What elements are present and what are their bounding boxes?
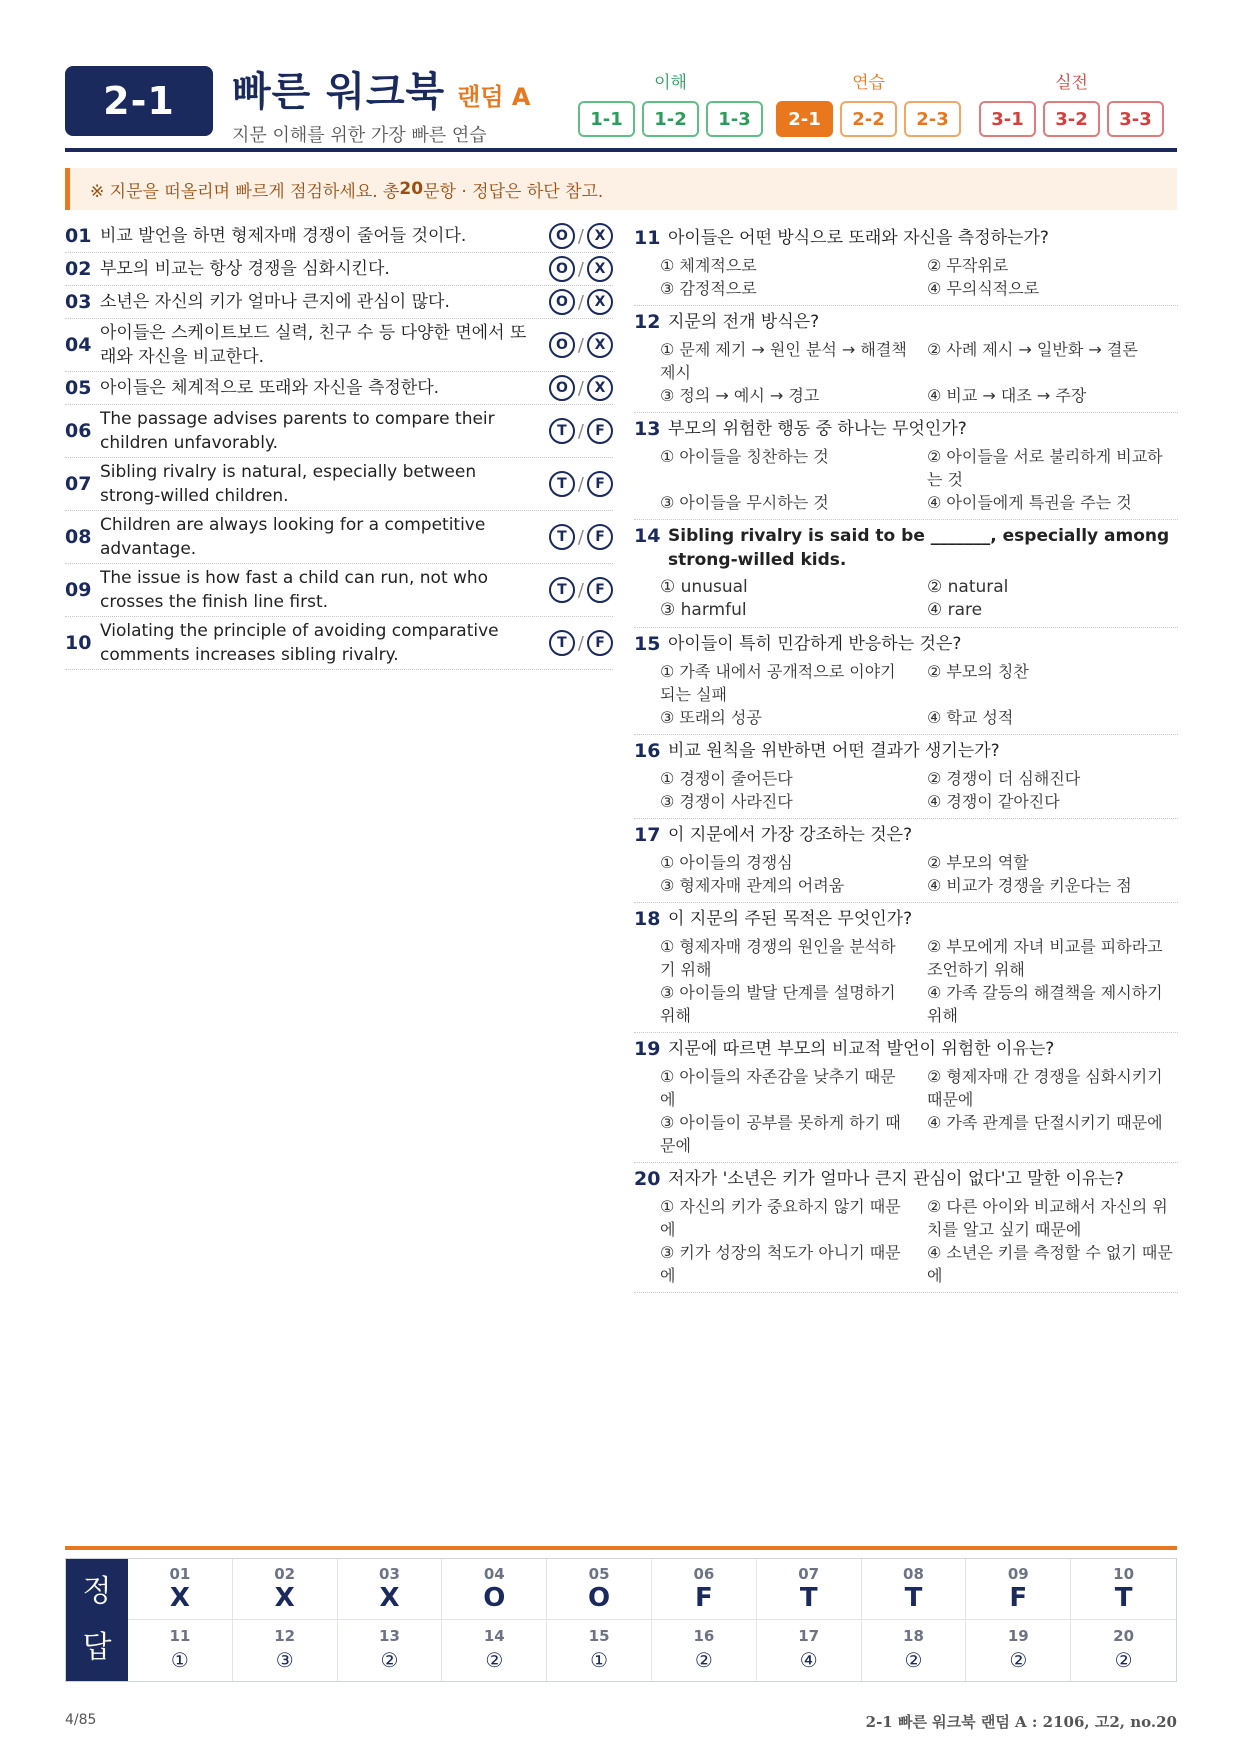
- question-head: [634, 310, 1178, 334]
- question-number: 13: [634, 418, 661, 440]
- notice-count: 20: [399, 179, 424, 199]
- question-text: 지문에 따르면 부모의 비교적 발언이 위험한 이유는?: [668, 1039, 1055, 1059]
- answer-option[interactable]: ② 부모의 역할: [927, 853, 1029, 872]
- answer-cell: [128, 1559, 233, 1620]
- answer-number: 03: [379, 1565, 400, 1583]
- ox-item: [65, 458, 613, 511]
- answer-value: O: [588, 1583, 611, 1613]
- ox-item: [65, 286, 613, 319]
- answer-option[interactable]: ② natural: [927, 577, 1009, 597]
- answer-value: O: [483, 1583, 506, 1613]
- mark-option-a[interactable]: T: [549, 471, 575, 497]
- mc-question: [634, 306, 1178, 413]
- answer-number: 10: [1113, 1565, 1135, 1583]
- answer-number: 19: [1007, 1626, 1029, 1645]
- mark-option-a[interactable]: T: [549, 630, 575, 656]
- answer-cell: [757, 1620, 862, 1681]
- mc-question: [634, 520, 1178, 628]
- answer-number: 07: [798, 1565, 820, 1583]
- answer-cell: [966, 1559, 1071, 1620]
- question-number: 11: [634, 227, 661, 249]
- answer-value: ③: [275, 1647, 294, 1672]
- question-text: 아이들은 체계적으로 또래와 자신을 측정한다.: [100, 378, 440, 398]
- answer-cell: [862, 1559, 967, 1620]
- question-head: [634, 1037, 1178, 1061]
- nav-group-label: 연습: [852, 73, 885, 93]
- question-text: 이 지문에서 가장 강조하는 것은?: [668, 825, 913, 845]
- answer-number: 11: [169, 1626, 191, 1645]
- mc-question: [634, 1033, 1178, 1163]
- answer-cell: [442, 1620, 547, 1681]
- question-head: [634, 907, 1178, 931]
- answer-option[interactable]: ③ 키가 성장의 척도가 아니기 때문에: [660, 1243, 901, 1285]
- mark-option-b[interactable]: F: [587, 471, 613, 497]
- question-head: [634, 417, 1178, 441]
- mark-option-a[interactable]: O: [549, 289, 575, 315]
- question-head: [634, 524, 1178, 572]
- nav-button-2-1[interactable]: 2-1: [776, 101, 833, 137]
- answer-option[interactable]: ③ 형제자매 관계의 어려움: [660, 876, 845, 895]
- answer-value: ①: [590, 1647, 609, 1672]
- answer-marks: [543, 577, 613, 603]
- nav-button-3-3[interactable]: 3-3: [1107, 101, 1164, 137]
- nav-button-3-1[interactable]: 3-1: [979, 101, 1036, 137]
- page-number: 4/85: [65, 1712, 97, 1728]
- mark-option-b[interactable]: F: [587, 418, 613, 444]
- multiple-choice-list: [634, 222, 1178, 1293]
- answer-value: ②: [1114, 1647, 1133, 1672]
- nav-group-label: 이해: [654, 73, 687, 93]
- answer-marks: [543, 223, 613, 249]
- answer-option[interactable]: ④ 경쟁이 같아진다: [927, 792, 1060, 811]
- answer-option[interactable]: ② 부모에게 자녀 비교를 피하라고 조언하기 위해: [927, 937, 1163, 979]
- answer-marks: [543, 524, 613, 550]
- question-number: 18: [634, 908, 661, 930]
- answer-option[interactable]: ② 경쟁이 더 심해진다: [927, 769, 1081, 788]
- answer-option[interactable]: ④ 가족 갈등의 해결책을 제시하기 위해: [927, 983, 1163, 1025]
- answer-marks: [543, 418, 613, 444]
- option-grid: [634, 660, 1178, 729]
- mc-question: [634, 819, 1178, 903]
- option-grid: [634, 767, 1178, 813]
- answer-key-label: [66, 1559, 128, 1681]
- nav-group-practice: [776, 68, 961, 137]
- mc-question: [634, 735, 1178, 819]
- question-text: 부모의 위험한 행동 중 하나는 무엇인가?: [668, 419, 967, 439]
- question-number: 09: [65, 579, 92, 601]
- answer-number: 16: [693, 1626, 715, 1645]
- answer-grid: [128, 1559, 1176, 1681]
- question-text: 부모의 비교는 항상 경쟁을 심화시킨다.: [100, 259, 390, 279]
- mc-question: [634, 903, 1178, 1033]
- page-subtitle: 지문 이해를 위한 가장 빠른 연습: [232, 125, 487, 146]
- answer-value: T: [904, 1583, 923, 1613]
- option-grid: [634, 1065, 1178, 1157]
- answer-option[interactable]: ① 형제자매 경쟁의 원인을 분석하기 위해: [660, 937, 896, 979]
- answer-number: 09: [1007, 1565, 1029, 1583]
- mc-question: [634, 222, 1178, 306]
- answer-marks: [543, 332, 613, 358]
- mark-separator: /: [577, 377, 584, 399]
- answer-option[interactable]: ① 문제 제기 → 원인 분석 → 해결책 제시: [660, 340, 907, 382]
- ox-item: [65, 405, 613, 458]
- answer-cell: [1071, 1620, 1176, 1681]
- nav-button-1-2[interactable]: 1-2: [642, 101, 699, 137]
- question-number: 14: [634, 525, 661, 547]
- answer-cell: [547, 1559, 652, 1620]
- answer-number: 14: [483, 1626, 505, 1645]
- answer-option[interactable]: ④ 무의식적으로: [927, 279, 1040, 298]
- question-head: [634, 823, 1178, 847]
- answer-number: 15: [588, 1626, 610, 1645]
- question-number: 20: [634, 1168, 661, 1190]
- answer-cell: [442, 1559, 547, 1620]
- question-number: 04: [65, 334, 92, 356]
- nav-group-label: 실전: [1055, 73, 1088, 93]
- answer-option[interactable]: ③ 정의 → 예시 → 경고: [660, 386, 820, 405]
- answer-option[interactable]: ① 경쟁이 줄어든다: [660, 769, 793, 788]
- answer-value: ②: [380, 1647, 399, 1672]
- question-text: 지문의 전개 방식은?: [668, 312, 820, 332]
- question-text: 아이들은 어떤 방식으로 또래와 자신을 측정하는가?: [668, 228, 1049, 248]
- mark-option-b[interactable]: F: [587, 577, 613, 603]
- mark-option-a[interactable]: T: [549, 418, 575, 444]
- ox-item: [65, 319, 613, 372]
- question-text: 아이들은 스케이트보드 실력, 친구 수 등 다양한 면에서 또래와 자신을 비교한다.: [100, 323, 527, 367]
- variant-label: 랜덤 A: [457, 83, 531, 111]
- question-text: The passage advises parents to compare their children unfavorably.: [100, 409, 495, 453]
- answer-cell: [966, 1620, 1071, 1681]
- instruction-notice: [65, 168, 1177, 210]
- answer-key: [65, 1558, 1177, 1682]
- answer-option[interactable]: ④ 비교가 경쟁을 키운다는 점: [927, 876, 1132, 895]
- answer-option[interactable]: ① 아이들을 칭찬하는 것: [660, 447, 829, 466]
- mark-option-a[interactable]: O: [549, 256, 575, 282]
- question-text: 비교 발언을 하면 형제자매 경쟁이 줄어들 것이다.: [100, 226, 467, 246]
- answer-value: F: [695, 1583, 713, 1613]
- ox-item: [65, 220, 613, 253]
- ox-question-list: [65, 220, 613, 670]
- answer-divider: [65, 1546, 1177, 1550]
- mark-option-b[interactable]: F: [587, 524, 613, 550]
- answer-number: 13: [379, 1626, 400, 1645]
- answer-option[interactable]: ④ 학교 성적: [927, 708, 1014, 727]
- question-number: 05: [65, 377, 92, 399]
- answer-cell: [233, 1559, 338, 1620]
- nav-button-3-2[interactable]: 3-2: [1043, 101, 1100, 137]
- question-text: Children are always looking for a competitive advantage.: [100, 515, 486, 559]
- mark-option-b[interactable]: X: [587, 332, 613, 358]
- question-text: 아이들이 특히 민감하게 반응하는 것은?: [668, 634, 962, 654]
- option-grid: [634, 445, 1178, 514]
- mc-question: [634, 628, 1178, 735]
- answer-cell: [338, 1620, 443, 1681]
- answer-marks: [543, 289, 613, 315]
- option-grid: [634, 935, 1178, 1027]
- mark-option-a[interactable]: O: [549, 375, 575, 401]
- answer-option[interactable]: ④ 소년은 키를 측정할 수 없기 때문에: [927, 1243, 1173, 1285]
- question-number: 17: [634, 824, 661, 846]
- answer-value: X: [379, 1583, 400, 1613]
- page-title: 빠른 워크북: [232, 69, 446, 115]
- answer-option[interactable]: ④ 가족 관계를 단절시키기 때문에: [927, 1113, 1163, 1132]
- mark-option-b[interactable]: X: [587, 256, 613, 282]
- answer-number: 12: [274, 1626, 296, 1645]
- answer-option[interactable]: ③ 아이들이 공부를 못하게 하기 때문에: [660, 1113, 901, 1155]
- answer-value: ②: [1009, 1647, 1028, 1672]
- answer-option[interactable]: ② 무작위로: [927, 256, 1009, 275]
- answer-option[interactable]: ① unusual: [660, 577, 748, 597]
- option-grid: [634, 576, 1178, 622]
- question-number: 02: [65, 258, 92, 280]
- mark-separator: /: [577, 225, 584, 247]
- answer-value: T: [799, 1583, 818, 1613]
- option-grid: [634, 851, 1178, 897]
- question-number: 06: [65, 420, 92, 442]
- question-number: 10: [65, 632, 92, 654]
- mark-option-a[interactable]: T: [549, 577, 575, 603]
- answer-number: 08: [903, 1565, 924, 1583]
- answer-cell: [862, 1620, 967, 1681]
- mark-separator: /: [577, 334, 584, 356]
- nav-group-real: [979, 68, 1164, 137]
- mark-separator: /: [577, 291, 584, 313]
- answer-number: 17: [798, 1626, 820, 1645]
- answer-cell: [547, 1620, 652, 1681]
- answer-number: 05: [588, 1565, 610, 1583]
- answer-number: 04: [483, 1565, 505, 1583]
- question-text: Sibling rivalry is natural, especially between strong-willed children.: [100, 462, 477, 506]
- question-head: [634, 739, 1178, 763]
- question-number: 03: [65, 291, 92, 313]
- mark-option-b[interactable]: F: [587, 630, 613, 656]
- answer-value: ②: [485, 1647, 504, 1672]
- answer-option[interactable]: ③ 또래의 성공: [660, 708, 762, 727]
- notice-suffix: 문항 · 정답은 하단 참고.: [423, 181, 604, 202]
- answer-option[interactable]: ③ 감정적으로: [660, 279, 757, 298]
- mark-separator: /: [577, 579, 584, 601]
- mc-question: [634, 413, 1178, 520]
- answer-cell: [128, 1620, 233, 1681]
- answer-number: 18: [903, 1626, 924, 1645]
- ox-item: [65, 617, 613, 670]
- answer-cell: [652, 1620, 757, 1681]
- question-text: 소년은 자신의 키가 얼마나 큰지에 관심이 많다.: [100, 292, 450, 312]
- answer-value: X: [274, 1583, 295, 1613]
- mark-option-a[interactable]: O: [549, 223, 575, 249]
- question-text: The issue is how fast a child can run, not who crosses the finish line first.: [100, 568, 489, 612]
- mark-separator: /: [577, 632, 584, 654]
- mc-question: [634, 1163, 1178, 1293]
- question-text: Violating the principle of avoiding comparative comments increases sibling rivalry.: [100, 621, 499, 665]
- question-number: 01: [65, 225, 92, 247]
- mark-option-b[interactable]: X: [587, 289, 613, 315]
- answer-option[interactable]: ② 아이들을 서로 불리하게 비교하는 것: [927, 447, 1163, 489]
- section-badge: 2-1: [65, 66, 213, 136]
- answer-value: ①: [170, 1647, 189, 1672]
- answer-value: ②: [694, 1647, 713, 1672]
- mark-separator: /: [577, 258, 584, 280]
- answer-option[interactable]: ③ harmful: [660, 600, 747, 620]
- answer-value: ②: [904, 1647, 923, 1672]
- answer-option[interactable]: ① 가족 내에서 공개적으로 이야기되는 실패: [660, 662, 896, 704]
- answer-option[interactable]: ① 체계적으로: [660, 256, 757, 275]
- mark-separator: /: [577, 526, 584, 548]
- question-text: Sibling rivalry is said to be _______, especially among strong-willed kids.: [668, 526, 1170, 570]
- answer-marks: [543, 471, 613, 497]
- answer-option[interactable]: ① 자신의 키가 중요하지 않기 때문에: [660, 1197, 901, 1239]
- answer-number: 20: [1113, 1626, 1135, 1645]
- question-number: 08: [65, 526, 92, 548]
- answer-option[interactable]: ③ 아이들의 발달 단계를 설명하기 위해: [660, 983, 896, 1025]
- mark-option-a[interactable]: O: [549, 332, 575, 358]
- answer-option[interactable]: ① 아이들의 경쟁심: [660, 853, 793, 872]
- mark-option-b[interactable]: X: [587, 223, 613, 249]
- answer-key-label-bottom: 답: [82, 1630, 112, 1665]
- answer-option[interactable]: ④ 아이들에게 특권을 주는 것: [927, 493, 1132, 512]
- answer-cell: [652, 1559, 757, 1620]
- question-number: 16: [634, 740, 661, 762]
- question-number: 12: [634, 311, 661, 333]
- question-number: 07: [65, 473, 92, 495]
- title-block: [232, 60, 530, 147]
- option-grid: [634, 338, 1178, 407]
- question-head: [634, 632, 1178, 656]
- mark-separator: /: [577, 420, 584, 442]
- mark-separator: /: [577, 473, 584, 495]
- nav-button-2-2[interactable]: 2-2: [840, 101, 897, 137]
- answer-cell: [338, 1559, 443, 1620]
- question-text: 비교 원칙을 위반하면 어떤 결과가 생기는가?: [668, 741, 1000, 761]
- question-head: [634, 226, 1178, 250]
- option-grid: [634, 1195, 1178, 1287]
- option-grid: [634, 254, 1178, 300]
- ox-item: [65, 511, 613, 564]
- answer-value: X: [169, 1583, 190, 1613]
- source-info: 2-1 빠른 워크북 랜덤 A : 2106, 고2, no.20: [865, 1713, 1177, 1731]
- notice-prefix: ※ 지문을 떠올리며 빠르게 점검하세요. 총: [90, 181, 400, 202]
- answer-option[interactable]: ② 사례 제시 → 일반화 → 결론: [927, 340, 1138, 359]
- answer-option[interactable]: ④ 비교 → 대조 → 주장: [927, 386, 1087, 405]
- nav-group-understand: [578, 68, 763, 137]
- answer-value: T: [1114, 1583, 1133, 1613]
- answer-value: ④: [799, 1647, 818, 1672]
- question-head: [634, 1167, 1178, 1191]
- answer-number: 02: [274, 1565, 296, 1583]
- question-number: 15: [634, 633, 661, 655]
- answer-marks: [543, 375, 613, 401]
- mark-option-b[interactable]: X: [587, 375, 613, 401]
- ox-item: [65, 253, 613, 286]
- answer-number: 01: [169, 1565, 191, 1583]
- answer-marks: [543, 256, 613, 282]
- answer-cell: [233, 1620, 338, 1681]
- answer-cell: [757, 1559, 862, 1620]
- answer-value: F: [1009, 1583, 1028, 1613]
- answer-cell: [1071, 1559, 1176, 1620]
- header-divider: [65, 148, 1177, 152]
- mark-option-a[interactable]: T: [549, 524, 575, 550]
- answer-option[interactable]: ③ 아이들을 무시하는 것: [660, 493, 829, 512]
- answer-option[interactable]: ① 아이들의 자존감을 낮추기 때문에: [660, 1067, 896, 1109]
- ox-item: [65, 372, 613, 405]
- nav-button-1-1[interactable]: 1-1: [578, 101, 635, 137]
- answer-marks: [543, 630, 613, 656]
- answer-option[interactable]: ② 다른 아이와 비교해서 자신의 위치를 알고 싶기 때문에: [927, 1197, 1168, 1239]
- answer-option[interactable]: ② 형제자매 간 경쟁을 심화시키기 때문에: [927, 1067, 1163, 1109]
- answer-option[interactable]: ③ 경쟁이 사라진다: [660, 792, 793, 811]
- question-number: 19: [634, 1038, 661, 1060]
- question-text: 저자가 '소년은 키가 얼마나 큰지 관심이 없다'고 말한 이유는?: [668, 1169, 1124, 1189]
- nav-button-1-3[interactable]: 1-3: [706, 101, 763, 137]
- answer-option[interactable]: ④ rare: [927, 600, 983, 620]
- answer-option[interactable]: ② 부모의 칭찬: [927, 662, 1029, 681]
- nav-button-2-3[interactable]: 2-3: [904, 101, 961, 137]
- answer-key-label-top: 정: [82, 1574, 112, 1609]
- ox-item: [65, 564, 613, 617]
- question-text: 이 지문의 주된 목적은 무엇인가?: [668, 909, 913, 929]
- answer-number: 06: [693, 1565, 715, 1583]
